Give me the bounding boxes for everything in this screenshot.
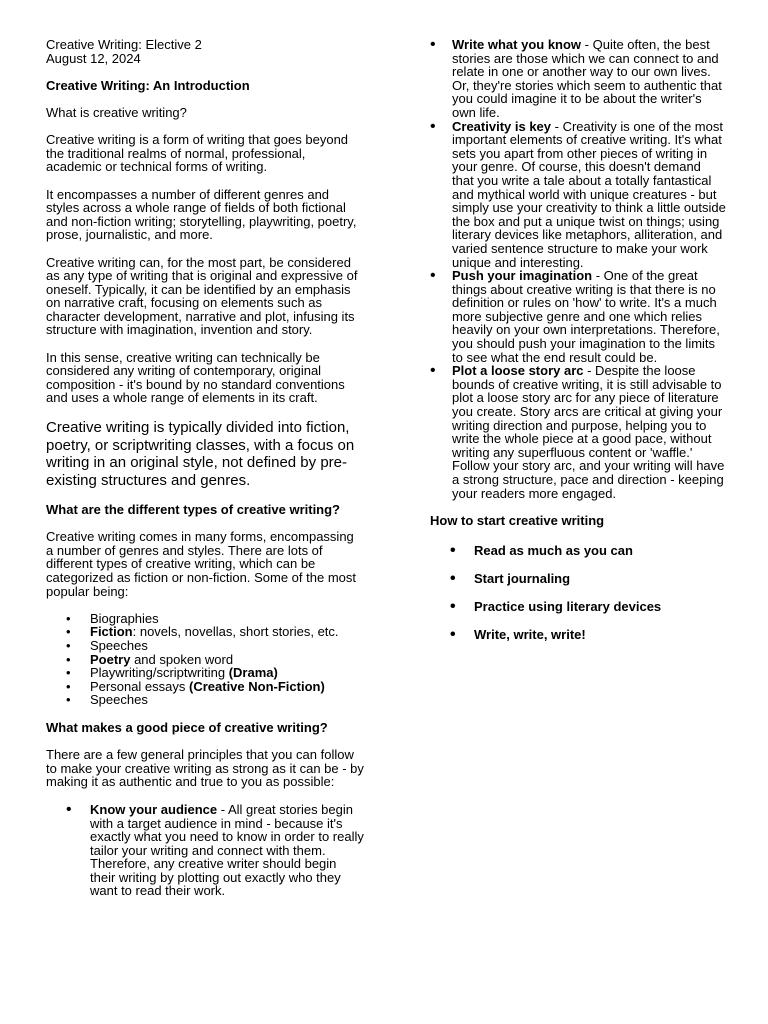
list-item: • Creativity is key - Creativity is one of the most important elements of creative writing. It's what sets you apart from other pieces of writing in your genre. Of course, this doesn't demand that you write a tale about a totally fantastical and mythical world with unique creatures - but simply use your creativity to think a little outside the box and put a unique twist on things; using literary devices like metaphors, alliteration, and varied sentence structure to make your work unique and interesting. <box>430 120 726 270</box>
document-date: August 12, 2024 <box>46 50 141 66</box>
list-item: • Plot a loose story arc - Despite the loose bounds of creative writing, it is still advisable to plot a loose story arc for any piece of literature you create. Story arcs are critical at giving your writing direction and purpose, helping you to write the whole piece at a good pace, without writing any superfluous content or 'waffle.' Follow your story arc, and your writing will have a strong structure, pace and direction - keeping your readers more engaged. <box>430 364 726 500</box>
course-name: Creative Writing: Elective 2 <box>46 37 202 52</box>
types-list <box>46 612 364 707</box>
intro-paragraph-3: Creative writing can, for the most part, be considered as any type of writing that is original and expressive of oneself. Typically, it can be identified by an emphasis on narrative craft, focusing on elements such as character development, narrative and plot, infusing its structure with imagination, invention and story. <box>46 254 358 338</box>
intro-paragraph-2: It encompasses a number of different genres and styles across a whole range of fields of both fictional and non-fiction writing; storytelling, playwriting, poetry, prose, journalistic, and more. <box>46 186 357 243</box>
list-item: • Write what you know - Quite often, the best stories are those which we can connect to and relate in one or another way to our own lives. Or, they're stories which seem to authentic that you could imagine it to be about the writer's own life. <box>430 38 726 120</box>
list-item: • Fiction: novels, novellas, short stories, etc. <box>46 625 364 639</box>
intro-paragraph-4: In this sense, creative writing can technically be considered any writing of contemporary, original composition - it's bound by no standard conventions and uses a whole range of elements in its craft. <box>46 349 345 406</box>
list-item: • Biographies <box>46 612 364 626</box>
good-writing-intro: There are a few general principles that you can follow to make your creative writing as strong as it can be - by making it as authentic and true to you as possible: <box>46 747 364 790</box>
good-writing-heading: What makes a good piece of creative writing? <box>46 719 328 735</box>
tips-list-left <box>46 803 364 898</box>
types-intro: Creative writing comes in many forms, encompassing a number of genres and styles. There are lots of different types of creative writing, which can be categorized as fiction or non-fiction. Some of the most popular being: <box>46 529 356 599</box>
list-item: • Speeches <box>46 639 364 653</box>
right-column <box>430 38 726 656</box>
document-title: Creative Writing: An Introduction <box>46 77 250 93</box>
list-item: • Playwriting/scriptwriting (Drama) <box>46 666 364 680</box>
tips-list-right <box>430 38 726 500</box>
list-item: • Practice using literary devices <box>430 600 726 614</box>
left-column <box>46 38 364 898</box>
list-item: • Start journaling <box>430 572 726 586</box>
intro-paragraph-1: Creative writing is a form of writing that goes beyond the traditional realms of normal, professional, academic or technical forms of writing. <box>46 132 349 175</box>
list-item: • Push your imagination - One of the great things about creative writing is that there is no definition or rules on 'how' to write. It's a much more subjective genre and one which relies heavily on your own interpretations. Therefore, you should push your imagination to the limits to see what the end result could be. <box>430 269 726 364</box>
intro-paragraph-5: Creative writing is typically divided into fiction, poetry, or scriptwriting classes, with a focus on writing in an original style, not defined by pre-existing structures and genres. <box>46 419 355 489</box>
list-item: • Know your audience - All great stories begin with a target audience in mind - because it's exactly what you need to know in order to really tailor your writing and connect with them. Therefore, any creative writer should begin their writing by plotting out exactly who they want to read their work. <box>46 803 364 898</box>
list-item: • Personal essays (Creative Non-Fiction) <box>46 680 364 694</box>
types-heading: What are the different types of creative writing? <box>46 502 340 518</box>
list-item: • Speeches <box>46 693 364 707</box>
list-item: • Read as much as you can <box>430 544 726 558</box>
start-list <box>430 544 726 642</box>
start-heading: How to start creative writing <box>430 513 605 529</box>
list-item: • Write, write, write! <box>430 628 726 642</box>
intro-question: What is creative writing? <box>46 104 187 120</box>
list-item: • Poetry and spoken word <box>46 653 364 667</box>
